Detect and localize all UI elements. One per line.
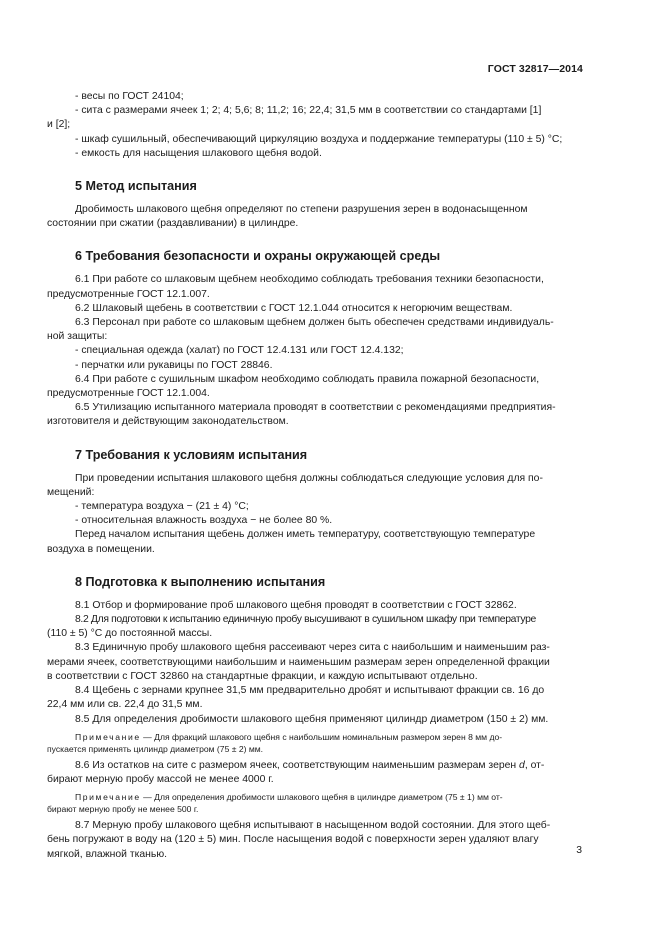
note-label: Примечание <box>75 792 141 803</box>
paragraph-line: мерами ячеек, соответствующими наибольшим и наименьшим размерам зерен определенной фракции <box>47 656 550 668</box>
list-item: - емкость для насыщения шлакового щебня водой. <box>75 147 322 159</box>
list-item: - весы по ГОСТ 24104; <box>75 91 184 102</box>
paragraph-line: 8.2 Для подготовки к испытанию единичную пробу высушивают в сушильном шкафу при температуре <box>75 614 536 626</box>
note <box>47 791 587 815</box>
note-text: пускается применять цилиндр диаметром (75 ± 2) мм. <box>47 743 264 754</box>
italic-symbol: d <box>519 759 525 771</box>
paragraph-line: 8.1 Отбор и формирование проб шлакового щебня проводят в соответствии с ГОСТ 32862. <box>75 599 517 611</box>
paragraph-line: 22,4 мм или св. 22,4 до 31,5 мм. <box>47 699 203 711</box>
paragraph-line: предусмотренные ГОСТ 12.1.004. <box>47 388 210 400</box>
paragraph-line: предусмотренные ГОСТ 12.1.007. <box>47 288 210 300</box>
note-text: бирают мерную пробу не менее 500 г. <box>47 804 199 815</box>
list-item: - сита с размерами ячеек 1; 2; 4; 5,6; 8; 11,2; 16; 22,4; 31,5 мм в соответствии со стандартами [1] <box>75 105 542 117</box>
list-item: - перчатки или рукавицы по ГОСТ 28846. <box>75 359 273 371</box>
section-title: 7 Требования к условиям испытания <box>75 447 308 462</box>
paragraph-line: изготовителя и действующим законодательством. <box>47 416 289 428</box>
paragraph-line: состоянии при сжатии (раздавливании) в цилиндре. <box>47 218 299 230</box>
paragraph-line: При проведении испытания шлакового щебня должны соблюдаться следующие условия для по- <box>75 472 543 484</box>
paragraph-line <box>47 759 587 773</box>
paragraph-line: 8.5 Для определения дробимости шлакового щебня применяют цилиндр диаметром (150 ± 2) мм. <box>75 713 549 725</box>
list-item: - специальная одежда (халат) по ГОСТ 12.4.131 или ГОСТ 12.4.132; <box>75 345 404 357</box>
note-label: Примечание <box>75 731 141 742</box>
paragraph-line: воздуха в помещении. <box>47 543 155 555</box>
list-item: - относительная влажность воздуха − не более 80 %. <box>75 515 333 527</box>
list-item-continued: и [2]; <box>47 119 71 131</box>
list-item: - шкаф сушильный, обеспечивающий циркуляцию воздуха и поддержание температуры (110 ± 5) °С; <box>75 133 563 145</box>
paragraph-line: 6.1 При работе со шлаковым щебнем необходимо соблюдать требования техники безопасности, <box>75 274 544 286</box>
paragraph-line: бень погружают в воду на (120 ± 5) мин. После насыщения водой с поверхности зерен удаляют влагу <box>47 834 539 846</box>
document-body <box>47 90 587 862</box>
paragraph-line: мягкой, влажной тканью. <box>47 848 168 860</box>
note-text: — Для фракций шлакового щебня с наибольшим номинальным размером зерен 8 мм до- <box>140 731 503 742</box>
paragraph-line: 6.2 Шлаковый щебень в соответствии с ГОСТ 12.1.044 относится к негорючим веществам. <box>75 302 513 314</box>
note-text: — Для определения дробимости шлакового щебня в цилиндре диаметром (75 ± 1) мм от- <box>140 792 503 803</box>
page-number: 3 <box>576 845 582 856</box>
section-title: 8 Подготовка к выполнению испытания <box>75 574 326 589</box>
paragraph-text: , от- <box>524 759 545 771</box>
paragraph-line: ной защиты: <box>47 331 108 343</box>
section-body <box>47 203 587 231</box>
paragraph-line: в соответствии с ГОСТ 32860 на стандартные фракции, и каждую испытывают отдельно. <box>47 670 478 682</box>
list-item: - температура воздуха − (21 ± 4) °С; <box>75 501 249 513</box>
document-header: ГОСТ 32817—2014 <box>487 63 583 75</box>
paragraph-line: 6.5 Утилизацию испытанного материала проводят в соответствии с рекомендациями предприятия- <box>75 402 556 414</box>
paragraph-line: 8.4 Щебень с зернами крупнее 31,5 мм предварительно дробят и испытывают фракции св. 16 до <box>75 685 545 697</box>
paragraph-line: 8.3 Единичную пробу шлакового щебня рассеивают через сита с наибольшим и наименьшим раз- <box>75 642 550 654</box>
paragraph-line: (110 ± 5) °С до постоянной массы. <box>47 628 213 640</box>
paragraph-line: бирают мерную пробу массой не менее 4000 г. <box>47 773 274 785</box>
paragraph-line: 6.3 Персонал при работе со шлаковым щебнем должен быть обеспечен средствами индивидуаль- <box>75 317 554 329</box>
section-body <box>47 472 587 557</box>
section-body <box>47 599 587 862</box>
section-body <box>47 273 587 429</box>
paragraph-line: 6.4 При работе с сушильным шкафом необходимо соблюдать правила пожарной безопасности, <box>75 373 540 385</box>
paragraph-line: Дробимость шлакового щебня определяют по степени разрушения зерен в водонасыщенном <box>75 204 528 216</box>
paragraph-line: Перед началом испытания щебень должен иметь температуру, соответствующую температуре <box>75 529 536 541</box>
section-title: 5 Метод испытания <box>75 179 197 194</box>
equipment-list <box>47 90 587 161</box>
paragraph-text: 8.6 Из остатков на сите с размером ячеек, соответствующим наименьшим размерам зерен <box>75 759 520 771</box>
paragraph-line: мещений: <box>47 486 95 498</box>
section-title: 6 Требования безопасности и охраны окружающей среды <box>75 249 441 264</box>
note <box>47 731 587 755</box>
paragraph-line: 8.7 Мерную пробу шлакового щебня испытывают в насыщенном водой состоянии. Для этого щеб- <box>75 820 551 832</box>
